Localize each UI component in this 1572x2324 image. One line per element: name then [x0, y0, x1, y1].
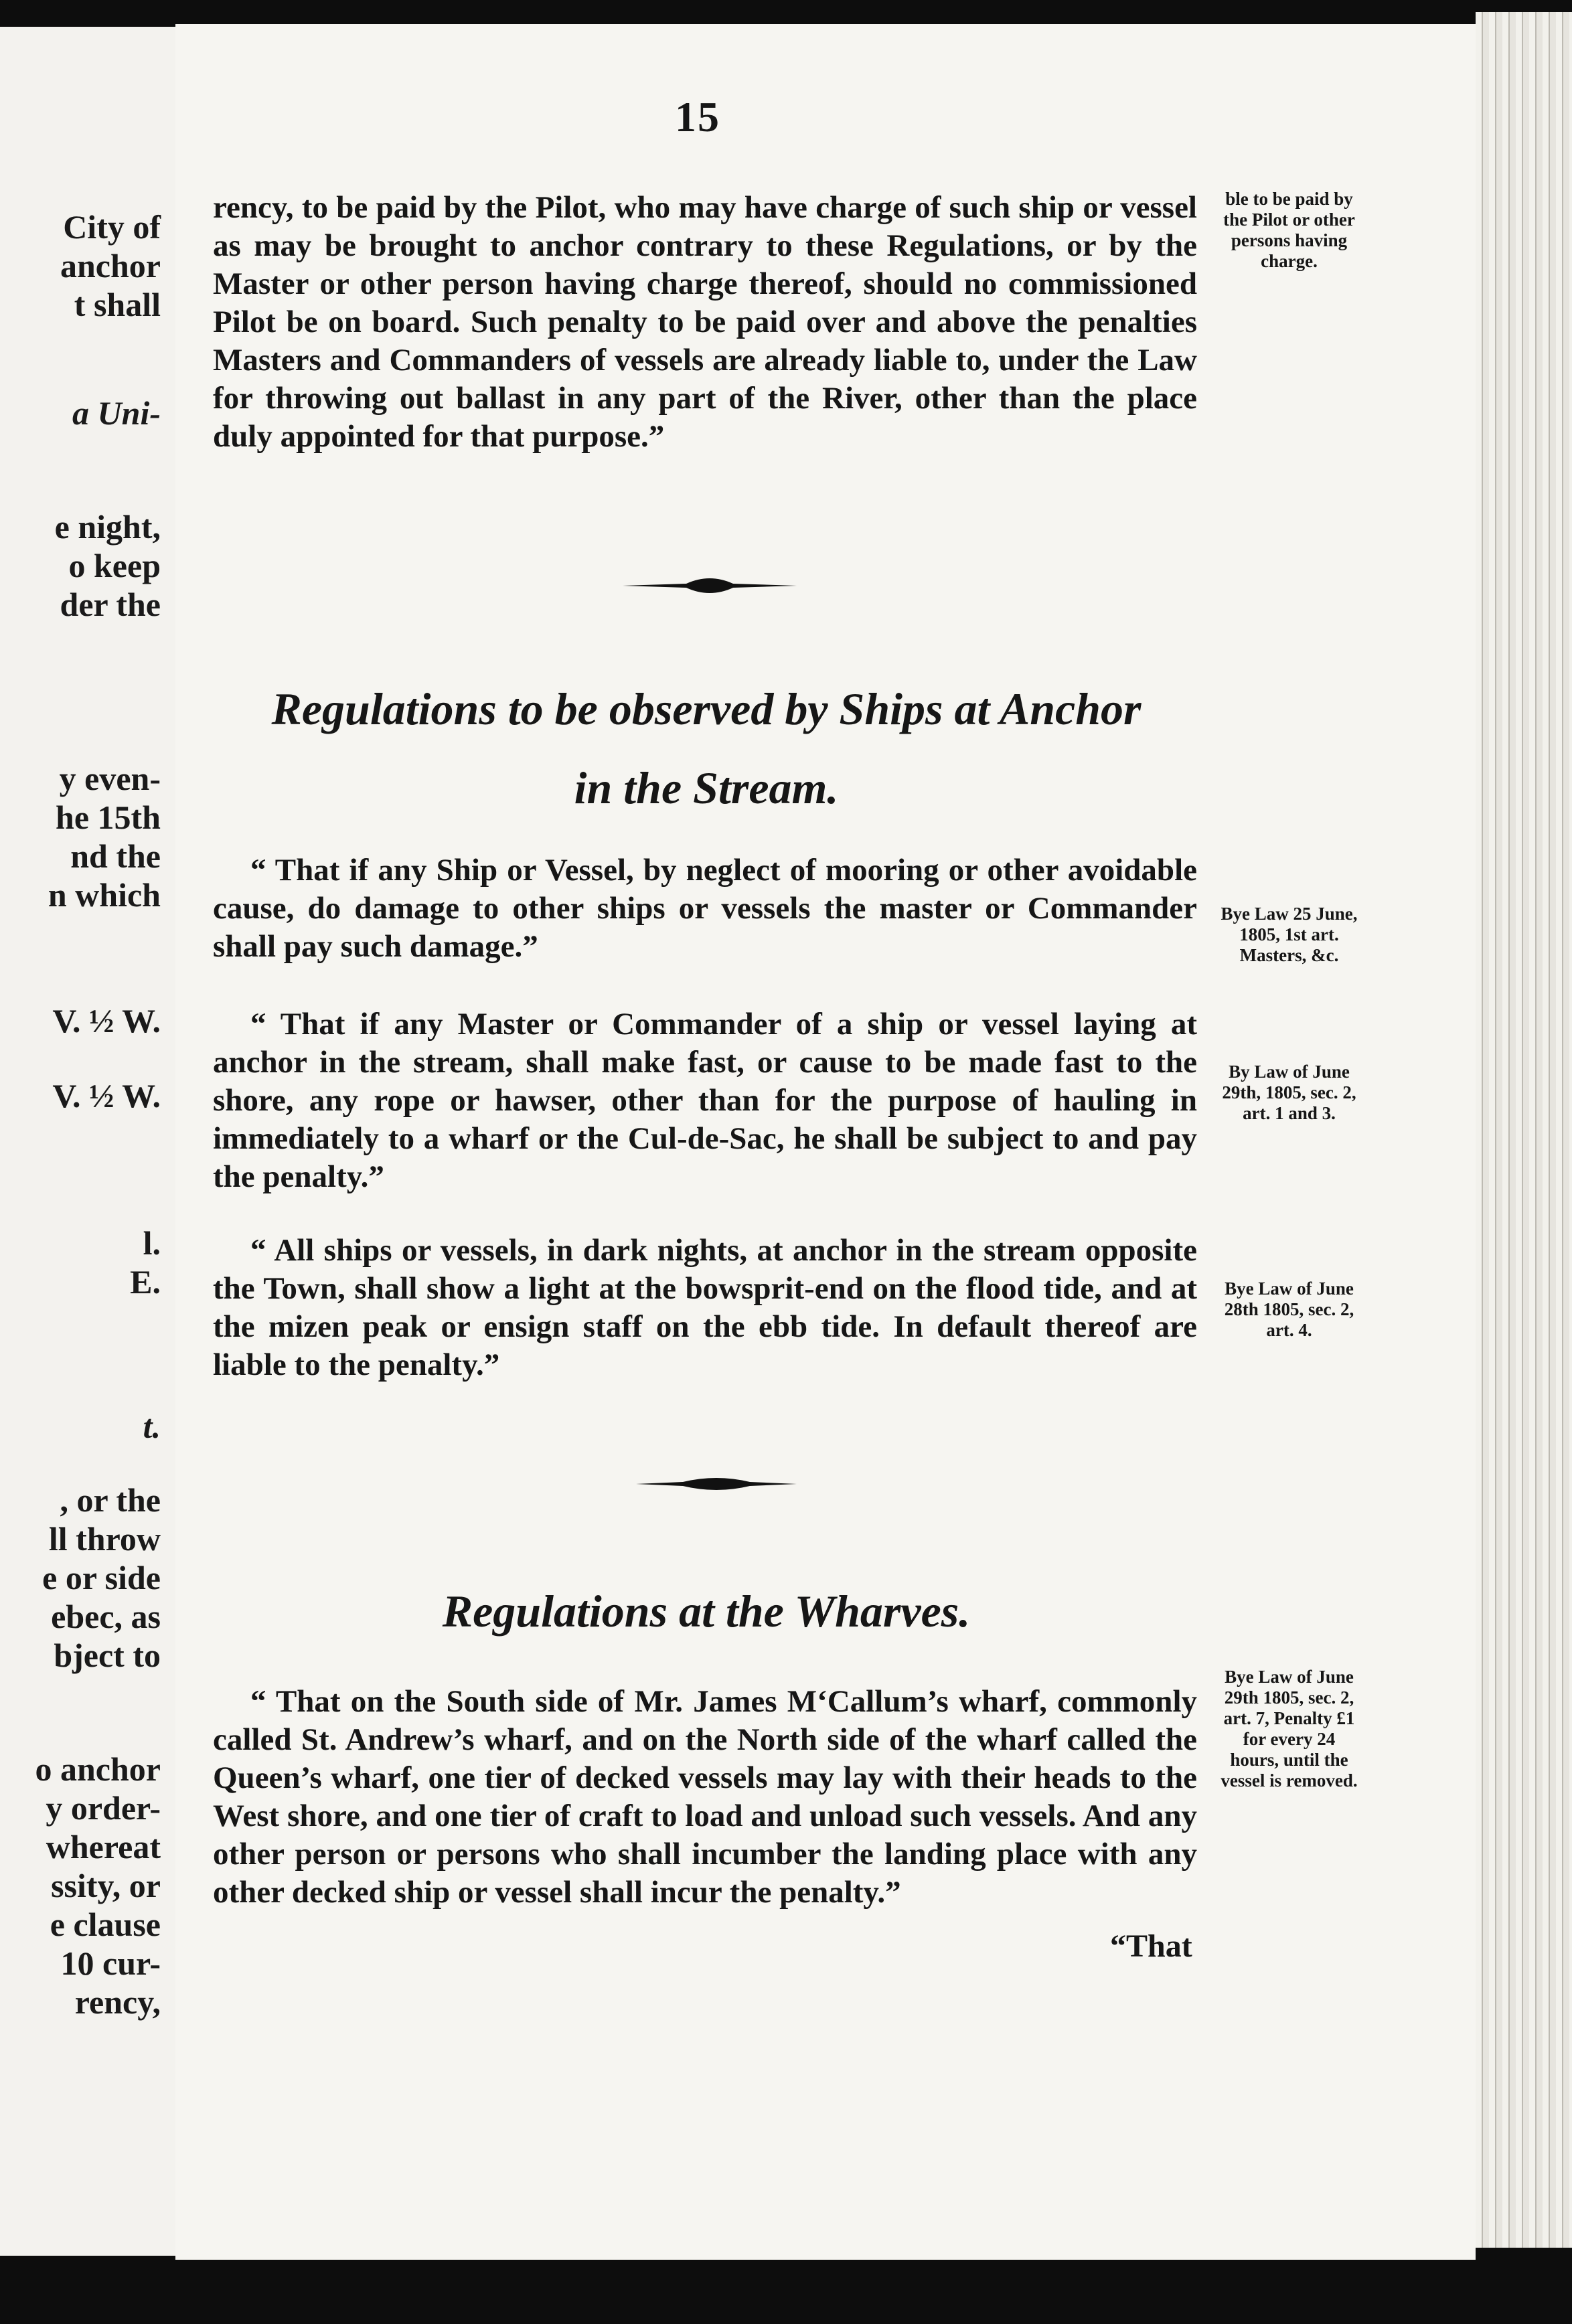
- left-page-fragment: l.: [143, 1224, 161, 1262]
- opening-paragraph: rency, to be paid by the Pilot, who may have charge of such ship or vessel as may be brought to anchor contrary to these Regulations, or by the Master or other person having charge thereof, should no commissioned Pilot be on board. Such penalty to be paid over and above the penalties Masters and Commanders of vessels are already liable to, under the Law for throwing out ballast in any part of the River, other than the place duly appointed for that purpose.”: [213, 190, 1197, 454]
- regulation-side-note: Bye Law of June 29th 1805, sec. 2, art. 7, Penalty £1 for every 24 hours, until the vessel is removed.: [1221, 1667, 1358, 1791]
- heading-line-1: Regulations at the Wharves.: [442, 1586, 971, 1637]
- regulation-paragraph: [213, 851, 1197, 966]
- page-edges: [1476, 12, 1572, 2248]
- regulation-paragraph: [213, 1232, 1197, 1384]
- left-page-fragment: n which: [48, 876, 161, 914]
- left-page-fragment: V. ½ W.: [52, 1077, 161, 1114]
- left-page-fragment: y order-: [46, 1789, 161, 1827]
- left-page-fragment: y even-: [59, 760, 161, 797]
- regulation-text: “ That on the South side of Mr. James M‘Callum’s wharf, commonly called St. Andrew’s wharf, and on the North side of the wharf called the Queen’s wharf, one tier of decked vessels may lay with their heads to the West shore, and one tier of craft to load and unload such vessels. And any other person or persons who shall incumber the landing place with any other decked ship or vessel shall incur the penalty.”: [213, 1684, 1197, 1910]
- left-page-fragment: ll throw: [48, 1520, 161, 1558]
- heading-line-1: Regulations to be observed by Ships at Anchor: [271, 683, 1142, 734]
- opening-paragraph-block: [213, 189, 1197, 456]
- regulation-text: “ All ships or vessels, in dark nights, at anchor in the stream opposite the Town, shall show a light at the bowsprit-end on the flood tide, and at the mizen peak or ensign staff on the ebb tide. In default thereof are liable to the penalty.”: [213, 1233, 1197, 1382]
- left-page-fragment: t shall: [74, 286, 161, 323]
- left-page-fragment: , or the: [60, 1481, 161, 1519]
- regulation-text: “ That if any Ship or Vessel, by neglect of mooring or other avoidable cause, do damage to other ships or vessels the master or Commander shall pay such damage.”: [213, 853, 1197, 964]
- left-page-fragment: 10 cur-: [60, 1944, 161, 1982]
- left-page-fragment: ebec, as: [51, 1598, 161, 1635]
- left-page-fragment: e night,: [54, 508, 161, 546]
- regulation-text: “ That if any Master or Commander of a ship or vessel laying at anchor in the stream, shall make fast, or cause to be made fast to the shore, any rope or hawser, other than for the purpose of hauling in immediately to a wharf or the Cul-de-Sac, he shall be subject to and pay the penalty.”: [213, 1007, 1197, 1194]
- left-page-fragment: V. ½ W.: [52, 1002, 161, 1040]
- left-page-fragment: a Uni-: [72, 394, 161, 432]
- regulation-side-note: Bye Law 25 June, 1805, 1st art. Masters, &c.: [1221, 904, 1358, 965]
- left-page-fragment: bject to: [54, 1637, 161, 1674]
- left-page-fragment: nd the: [70, 837, 161, 875]
- ornamental-rule-icon: [636, 1473, 797, 1495]
- left-page-fragment: whereat: [46, 1828, 161, 1865]
- regulation-paragraph: [213, 1683, 1197, 1912]
- ornamental-rule-icon: [623, 570, 797, 601]
- left-page-fragment: o keep: [68, 547, 161, 584]
- left-page-fragment: he 15th: [56, 799, 161, 836]
- left-page-fragment: t.: [143, 1408, 161, 1445]
- left-page-fragment: e or side: [42, 1559, 161, 1596]
- left-page-fragment: ssity, or: [51, 1867, 161, 1904]
- regulation-side-note: By Law of June 29th, 1805, sec. 2, art. 1 and 3.: [1222, 1062, 1356, 1123]
- section-heading-wharves: [201, 1572, 1212, 1651]
- left-page-fragment: E.: [130, 1263, 161, 1301]
- left-page-fragment: anchor: [60, 247, 161, 284]
- left-facing-page: [0, 27, 183, 2256]
- section-heading-ships-at-anchor: [201, 669, 1212, 827]
- left-page-fragment: o anchor: [35, 1750, 161, 1788]
- heading-line-2: in the Stream.: [574, 762, 839, 813]
- regulation-paragraph: [213, 1005, 1197, 1196]
- left-page-fragment: City of: [63, 208, 161, 246]
- left-page-fragment: rency,: [74, 1983, 161, 2021]
- opening-side-note: ble to be paid by the Pilot or other persons having charge.: [1223, 189, 1355, 271]
- left-page-fragment: der the: [60, 586, 161, 623]
- left-page-fragment: e clause: [50, 1906, 161, 1943]
- regulation-side-note: Bye Law of June 28th 1805, sec. 2, art. 4.: [1224, 1278, 1354, 1340]
- page-number: 15: [675, 93, 720, 141]
- catchword: “That: [1110, 1928, 1192, 1964]
